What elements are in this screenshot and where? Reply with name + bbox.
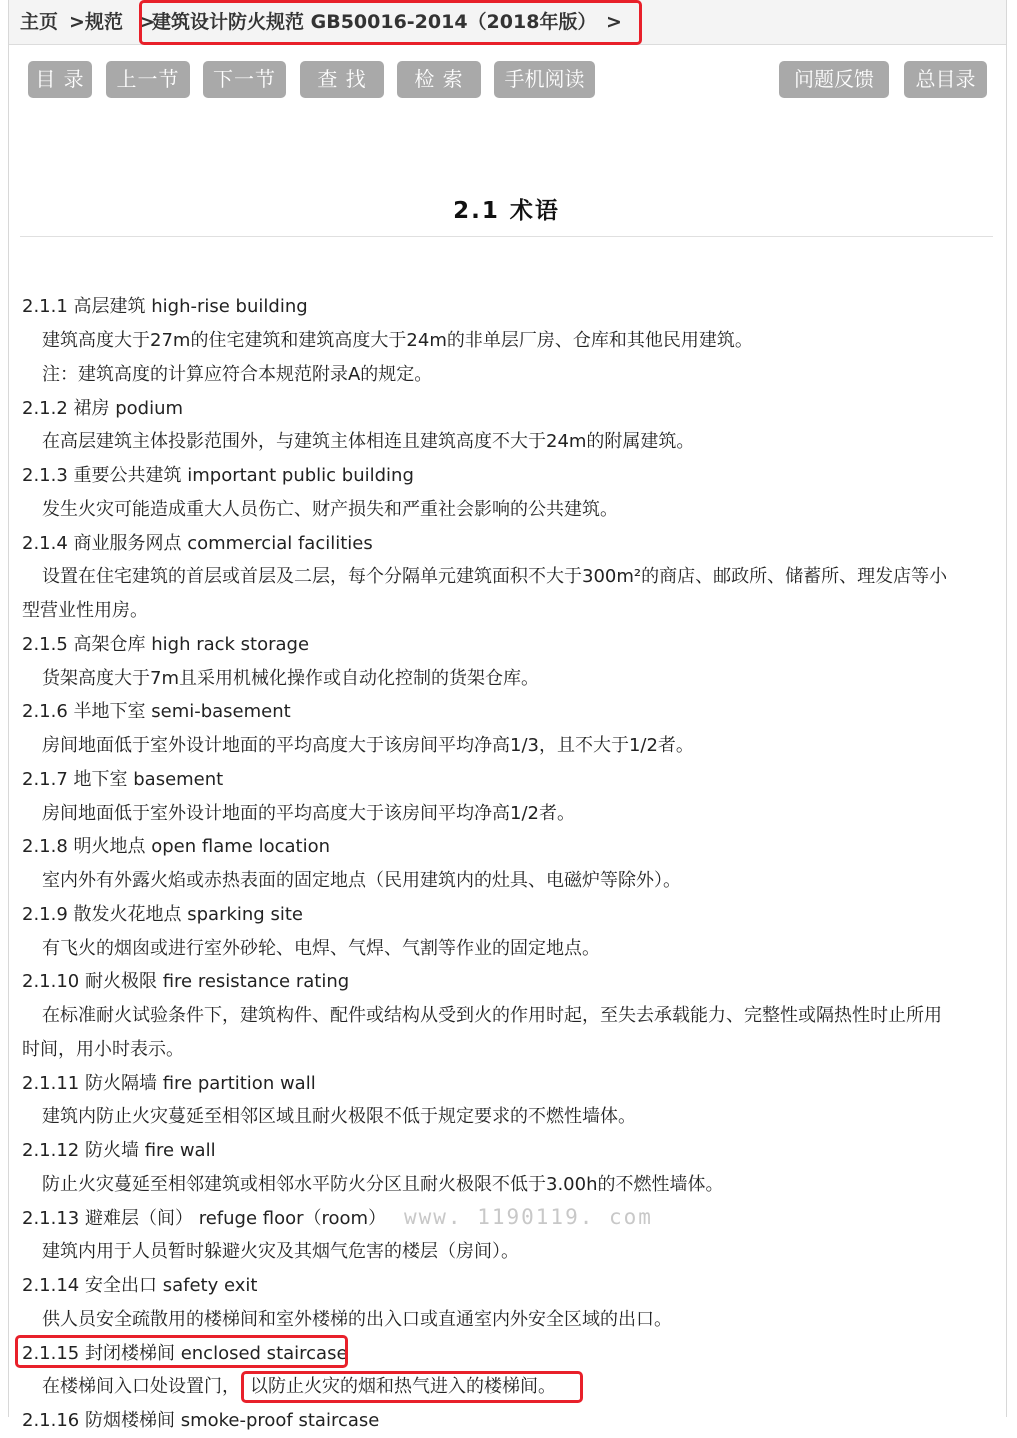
breadcrumb-separator: > — [139, 11, 155, 33]
term-heading: 2.1.7 地下室 basement — [22, 769, 224, 790]
term-heading: 2.1.12 防火墙 fire wall — [22, 1140, 216, 1161]
breadcrumb-separator: > — [69, 11, 85, 33]
term-heading: 2.1.9 散发火花地点 sparking site — [22, 904, 303, 925]
term-heading: 2.1.10 耐火极限 fire resistance rating — [22, 971, 350, 992]
term-definition-continued: 型营业性用房。 — [22, 600, 148, 621]
highlight-box-definition — [241, 1371, 583, 1403]
toc-button[interactable]: 目 录 — [28, 61, 92, 98]
feedback-button[interactable]: 问题反馈 — [779, 61, 889, 98]
term-definition: 房间地面低于室外设计地面的平均高度大于该房间平均净高1/2者。 — [42, 803, 575, 824]
section-title: 2.1 术语 — [453, 198, 560, 224]
highlight-box-breadcrumb — [139, 0, 642, 45]
term-heading: 2.1.5 高架仓库 high rack storage — [22, 634, 310, 655]
term-definition: 发生火灾可能造成重大人员伤亡、财产损失和严重社会影响的公共建筑。 — [42, 499, 618, 520]
term-definition: 房间地面低于室外设计地面的平均高度大于该房间平均净高1/3，且不大于1/2者。 — [42, 735, 694, 756]
term-heading: 2.1.3 重要公共建筑 important public building — [22, 465, 414, 486]
term-definition: 设置在住宅建筑的首层或首层及二层，每个分隔单元建筑面积不大于300m²的商店、邮政所、储蓄所、理发店等小 — [42, 566, 948, 587]
breadcrumb-separator: > — [606, 11, 622, 33]
term-heading: 2.1.1 高层建筑 high-rise building — [22, 296, 308, 317]
term-definition: 在标准耐火试验条件下，建筑构件、配件或结构从受到火的作用时起，至失去承载能力、完整性或隔热性时止所用 — [42, 1005, 942, 1026]
breadcrumb-spec-link[interactable]: 规范 — [85, 11, 124, 33]
term-heading: 2.1.8 明火地点 open flame location — [22, 836, 331, 857]
main-index-button[interactable]: 总目录 — [904, 61, 987, 98]
highlight-box-term — [15, 1335, 348, 1368]
watermark: www. 1190119. com — [404, 1205, 653, 1229]
term-heading: 2.1.11 防火隔墙 fire partition wall — [22, 1073, 316, 1094]
term-definition: 货架高度大于7m且采用机械化操作或自动化控制的货架仓库。 — [42, 668, 539, 689]
term-heading: 2.1.2 裙房 podium — [22, 398, 184, 419]
term-definition: 有飞火的烟囱或进行室外砂轮、电焊、气焊、气割等作业的固定地点。 — [42, 938, 600, 959]
term-heading: 2.1.13 避难层（间） refuge floor（room） — [22, 1208, 387, 1229]
prev-section-button[interactable]: 上一节 — [106, 61, 190, 98]
term-definition: 室内外有外露火焰或赤热表面的固定地点（民用建筑内的灶具、电磁炉等除外）。 — [42, 870, 681, 891]
term-heading: 2.1.14 安全出口 safety exit — [22, 1275, 258, 1296]
term-definition: 供人员安全疏散用的楼梯间和室外楼梯的出入口或直通室内外安全区域的出口。 — [42, 1309, 672, 1330]
search-button[interactable]: 检 索 — [397, 61, 481, 98]
term-heading: 2.1.6 半地下室 semi-basement — [22, 701, 291, 722]
title-divider — [20, 236, 993, 237]
term-definition: 建筑高度大于27m的住宅建筑和建筑高度大于24m的非单层厂房、仓库和其他民用建筑。 — [42, 330, 753, 351]
term-note: 注：建筑高度的计算应符合本规范附录A的规定。 — [42, 364, 433, 385]
term-heading: 2.1.16 防烟楼梯间 smoke-proof staircase — [22, 1410, 380, 1431]
term-heading: 2.1.4 商业服务网点 commercial facilities — [22, 533, 373, 554]
term-definition-highlighted: 以防止火灾的烟和热气进入的楼梯间。 — [250, 1376, 556, 1397]
term-definition: 建筑内防止火灾蔓延至相邻区域且耐火极限不低于规定要求的不燃性墙体。 — [42, 1106, 636, 1127]
term-definition-continued: 时间，用小时表示。 — [22, 1039, 184, 1060]
find-button[interactable]: 查 找 — [300, 61, 384, 98]
breadcrumb-home-link[interactable]: 主页 — [20, 11, 59, 33]
term-definition: 在高层建筑主体投影范围外，与建筑主体相连且建筑高度不大于24m的附属建筑。 — [42, 431, 695, 452]
term-definition: 建筑内用于人员暂时躲避火灾及其烟气危害的楼层（房间）。 — [42, 1241, 519, 1262]
term-heading: 2.1.15 封闭楼梯间 enclosed staircase — [22, 1343, 348, 1364]
next-section-button[interactable]: 下一节 — [203, 61, 286, 98]
mobile-read-button[interactable]: 手机阅读 — [494, 61, 595, 98]
term-definition: 防止火灾蔓延至相邻建筑或相邻水平防火分区且耐火极限不低于3.00h的不燃性墙体。 — [42, 1174, 724, 1195]
term-definition: 在楼梯间入口处设置门， — [42, 1376, 240, 1397]
breadcrumb-current-link[interactable]: 建筑设计防火规范 GB50016-2014（2018年版） — [152, 11, 597, 33]
